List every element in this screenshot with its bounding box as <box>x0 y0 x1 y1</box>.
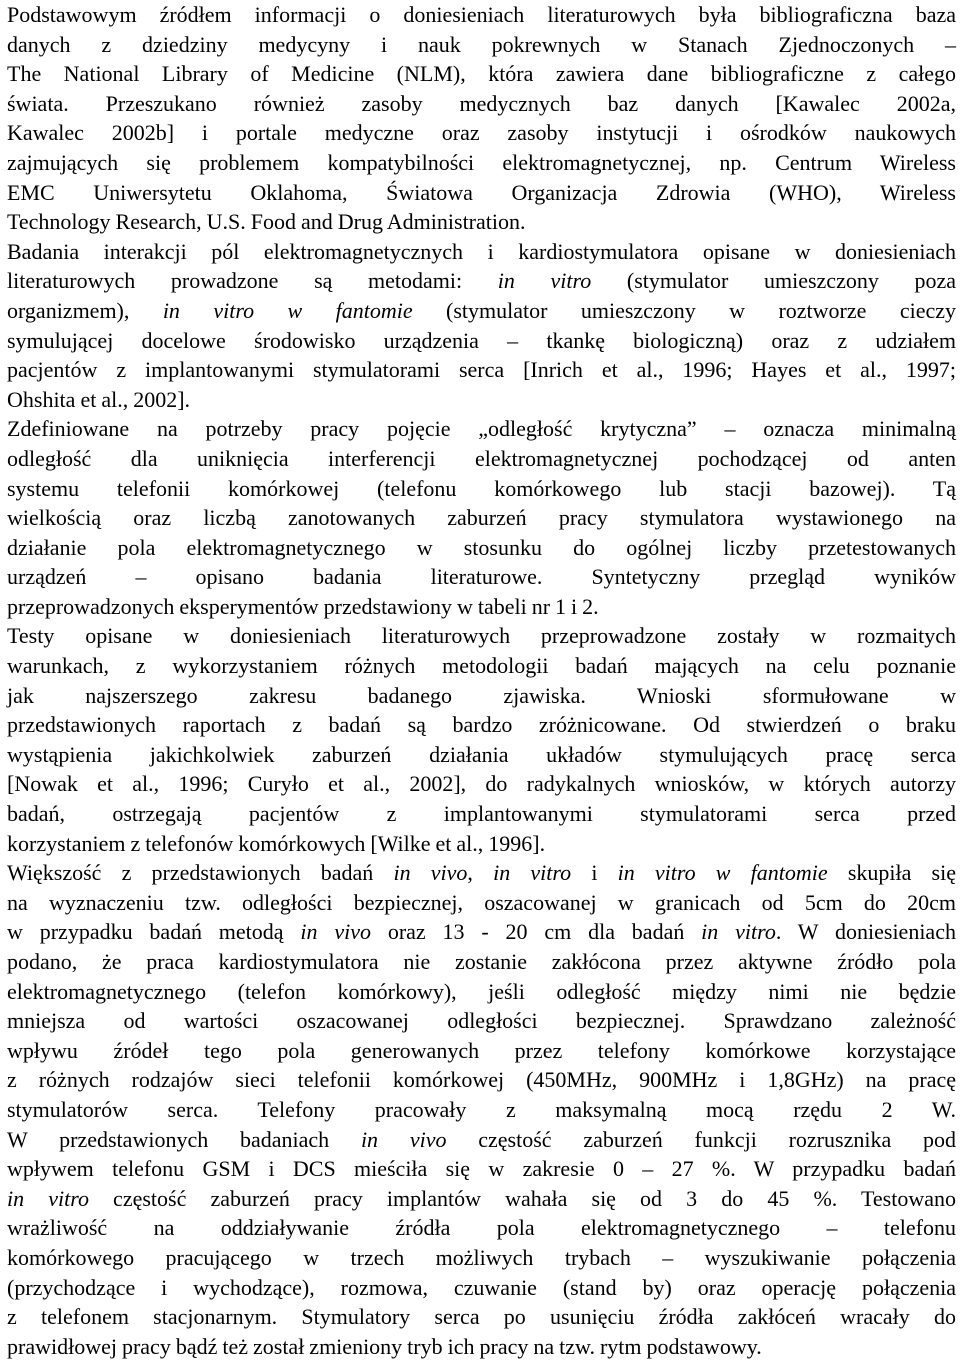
text-line <box>7 1302 956 1332</box>
text-segment: z telefonem stacjonarnym. Stymulatory serca po usunięciu źródła zakłóceń wracały do <box>7 1304 956 1330</box>
text-segment: pacjentów z implantowanymi stymulatorami serca [Inrich et al., 1996; Hayes et al., 1997; <box>7 357 956 383</box>
text-segment: The National Library of Medicine (NLM), która zawiera dane bibliograficzne z całego <box>7 61 956 87</box>
text-segment: wpływem telefonu GSM i DCS mieściła się w zakresie 0 – 27 %. W przypadku badań <box>7 1156 956 1182</box>
text-line <box>7 118 956 148</box>
text-segment: systemu telefonii komórkowej (telefonu komórkowego lub stacji bazowej). Tą <box>7 475 956 501</box>
text-line <box>7 414 956 444</box>
text-segment: Podstawowym źródłem informacji o doniesieniach literaturowych była bibliograficzna baza <box>7 2 956 27</box>
text-segment: EMC Uniwersytetu Oklahoma, Światowa Organizacja Zdrowia (WHO), Wireless <box>7 179 956 205</box>
text-segment: Testy opisane w doniesieniach literaturowych przeprowadzone zostały w rozmaitych <box>7 623 956 649</box>
text-segment: zajmujących się problemem kompatybilności elektromagnetycznej, np. Centrum Wireless <box>7 149 956 175</box>
text-segment: na wyznaczeniu tzw. odległości bezpiecznej, oszacowanej w granicach od 5cm do 20cm <box>7 889 956 915</box>
text-segment: wpływu źródeł tego pola generowanych przez telefony komórkowe korzystające <box>7 1037 956 1063</box>
text-line <box>7 355 956 385</box>
text-line <box>7 651 956 681</box>
text-line <box>7 888 956 918</box>
text-segment: urządzeń – opisano badania literaturowe. Syntetyczny przegląd wyników <box>7 564 956 590</box>
text-segment: działanie pola elektromagnetycznego w stosunku do ogólnej liczby przetestowanych <box>7 534 956 560</box>
paragraph <box>7 237 956 415</box>
text-line <box>7 0 956 30</box>
text-segment: odległość dla uniknięcia interferencji elektromagnetycznej pochodzącej od anten <box>7 445 956 471</box>
text-line <box>7 1332 956 1362</box>
text-segment: (stymulator umieszczony poza <box>591 268 957 294</box>
text-segment: w przypadku badań metodą <box>7 919 301 945</box>
text-line <box>7 1273 956 1303</box>
text-line <box>7 858 956 888</box>
text-segment: Kawalec 2002b] i portale medyczne oraz zasoby instytucji i ośrodków naukowych <box>7 120 956 146</box>
text-line <box>7 30 956 60</box>
text-segment: stymulatorów serca. Telefony pracowały z maksymalną mocą rzędu 2 W. <box>7 1096 956 1122</box>
text-segment: podano, że praca kardiostymulatora nie zostanie zakłócona przez aktywne źródło pola <box>7 949 956 974</box>
text-line <box>7 592 956 622</box>
text-segment: (przychodzące i wychodzące), rozmowa, czuwanie (stand by) oraz operację połączenia <box>7 1274 956 1300</box>
text-line <box>7 207 956 237</box>
text-segment: wrażliwość na oddziaływanie źródła pola elektromagnetycznego – telefonu <box>7 1215 956 1241</box>
italic-term: in vitro <box>497 268 592 294</box>
text-line <box>7 474 956 504</box>
document-body <box>7 0 956 1361</box>
text-segment: częstość zaburzeń funkcji rozrusznika pod <box>446 1126 956 1152</box>
text-segment: komórkowego pracującego w trzech możliwych trybach – wyszukiwanie połączenia <box>7 1244 956 1270</box>
text-line <box>7 1095 956 1125</box>
text-line <box>7 266 956 296</box>
text-segment: Technology Research, U.S. Food and Drug Administration. <box>7 209 526 235</box>
italic-term: in vitro <box>493 860 572 886</box>
text-line <box>7 444 956 474</box>
text-segment: Badania interakcji pól elektromagnetycznych i kardiostymulatora opisane w doniesieniach <box>7 238 956 264</box>
text-segment: z różnych rodzajów sieci telefonii komórkowej (450MHz, 900MHz i 1,8GHz) na pracę <box>7 1067 956 1093</box>
text-segment: przedstawionych raportach z badań są bardzo zróżnicowane. Od stwierdzeń o braku <box>7 712 956 738</box>
text-line <box>7 1006 956 1036</box>
italic-term: in vitro w fantomie <box>617 860 828 886</box>
text-line <box>7 533 956 563</box>
text-line <box>7 296 956 326</box>
text-segment: [Nowak et al., 1996; Curyło et al., 2002], do radykalnych wniosków, w których autorzy <box>7 771 956 797</box>
text-segment: Zdefiniowane na potrzeby pracy pojęcie „odległość krytyczna” – oznacza minimalną <box>7 416 956 442</box>
text-line <box>7 1036 956 1066</box>
text-line <box>7 977 956 1007</box>
text-line <box>7 148 956 178</box>
text-segment: skupiła się <box>827 860 956 886</box>
paragraph <box>7 0 956 237</box>
text-line <box>7 237 956 267</box>
text-segment: wielkością oraz liczbą zanotowanych zaburzeń pracy stymulatora wystawionego na <box>7 505 956 531</box>
text-segment: W przedstawionych badaniach <box>7 1126 361 1152</box>
text-line <box>7 681 956 711</box>
text-segment: mniejsza od wartości oszacowanej odległości bezpiecznej. Sprawdzano zależność <box>7 1008 956 1034</box>
text-segment: oraz 13 - 20 cm dla badań <box>370 919 702 945</box>
italic-term: in vivo <box>360 1126 447 1152</box>
text-line <box>7 947 956 977</box>
text-segment: Ohshita et al., 2002]. <box>7 386 191 412</box>
text-segment: i <box>571 860 618 886</box>
text-line <box>7 1213 956 1243</box>
text-segment: , <box>467 860 494 886</box>
text-segment: częstość zaburzeń pracy implantów wahała się od 3 do 45 %. Testowano <box>88 1185 956 1211</box>
paragraph <box>7 414 956 621</box>
text-segment: korzystaniem z telefonów komórkowych [Wilke et al., 1996]. <box>7 830 546 856</box>
text-line <box>7 1065 956 1095</box>
text-line <box>7 89 956 119</box>
text-segment: Większość z przedstawionych badań <box>7 860 394 886</box>
italic-term: in vivo <box>393 860 468 886</box>
text-line <box>7 1154 956 1184</box>
text-segment: . W doniesieniach <box>775 919 956 945</box>
text-segment: świata. Przeszukano również zasoby medycznych baz danych [Kawalec 2002a, <box>7 90 956 116</box>
text-line <box>7 562 956 592</box>
text-segment: symulującej docelowe środowisko urządzenia – tkankę biologiczną) oraz z udziałem <box>7 327 956 353</box>
text-segment: warunkach, z wykorzystaniem różnych metodologii badań mających na celu poznanie <box>7 653 956 679</box>
text-line <box>7 769 956 799</box>
text-line <box>7 385 956 415</box>
italic-term: in vitro <box>7 1185 89 1211</box>
italic-term: in vitro <box>701 919 776 945</box>
text-segment: (stymulator umieszczony w roztworze cieczy <box>412 297 956 323</box>
text-segment: elektromagnetycznego (telefon komórkowy), jeśli odległość między nimi nie będzie <box>7 978 956 1004</box>
text-line <box>7 1184 956 1214</box>
text-segment: przeprowadzonych eksperymentów przedstawiony w tabeli nr 1 i 2. <box>7 593 599 619</box>
text-line <box>7 1243 956 1273</box>
text-line <box>7 178 956 208</box>
text-line <box>7 503 956 533</box>
text-segment: organizmem), <box>7 297 163 323</box>
text-segment: literaturowych prowadzone są metodami: <box>7 268 498 294</box>
paragraph <box>7 858 956 1361</box>
text-segment: badań, ostrzegają pacjentów z implantowanymi stymulatorami serca przed <box>7 801 956 827</box>
italic-term: in vitro w fantomie <box>162 297 413 323</box>
text-segment: jak najszerszego zakresu badanego zjawiska. Wnioski sformułowane w <box>7 682 956 708</box>
italic-term: in vivo <box>300 919 371 945</box>
text-line <box>7 326 956 356</box>
text-line <box>7 621 956 651</box>
text-line <box>7 740 956 770</box>
text-line <box>7 59 956 89</box>
text-segment: danych z dziedziny medycyny i nauk pokrewnych w Stanach Zjednoczonych – <box>7 31 956 57</box>
paragraph <box>7 621 956 858</box>
text-line <box>7 710 956 740</box>
text-line <box>7 917 956 947</box>
text-segment: wystąpienia jakichkolwiek zaburzeń działania układów stymulujących pracę serca <box>7 741 956 767</box>
text-line <box>7 1125 956 1155</box>
text-segment: prawidłowej pracy bądź też został zmieniony tryb ich pracy na tzw. rytm podstawowy. <box>7 1333 762 1359</box>
text-line <box>7 799 956 829</box>
text-line <box>7 829 956 859</box>
